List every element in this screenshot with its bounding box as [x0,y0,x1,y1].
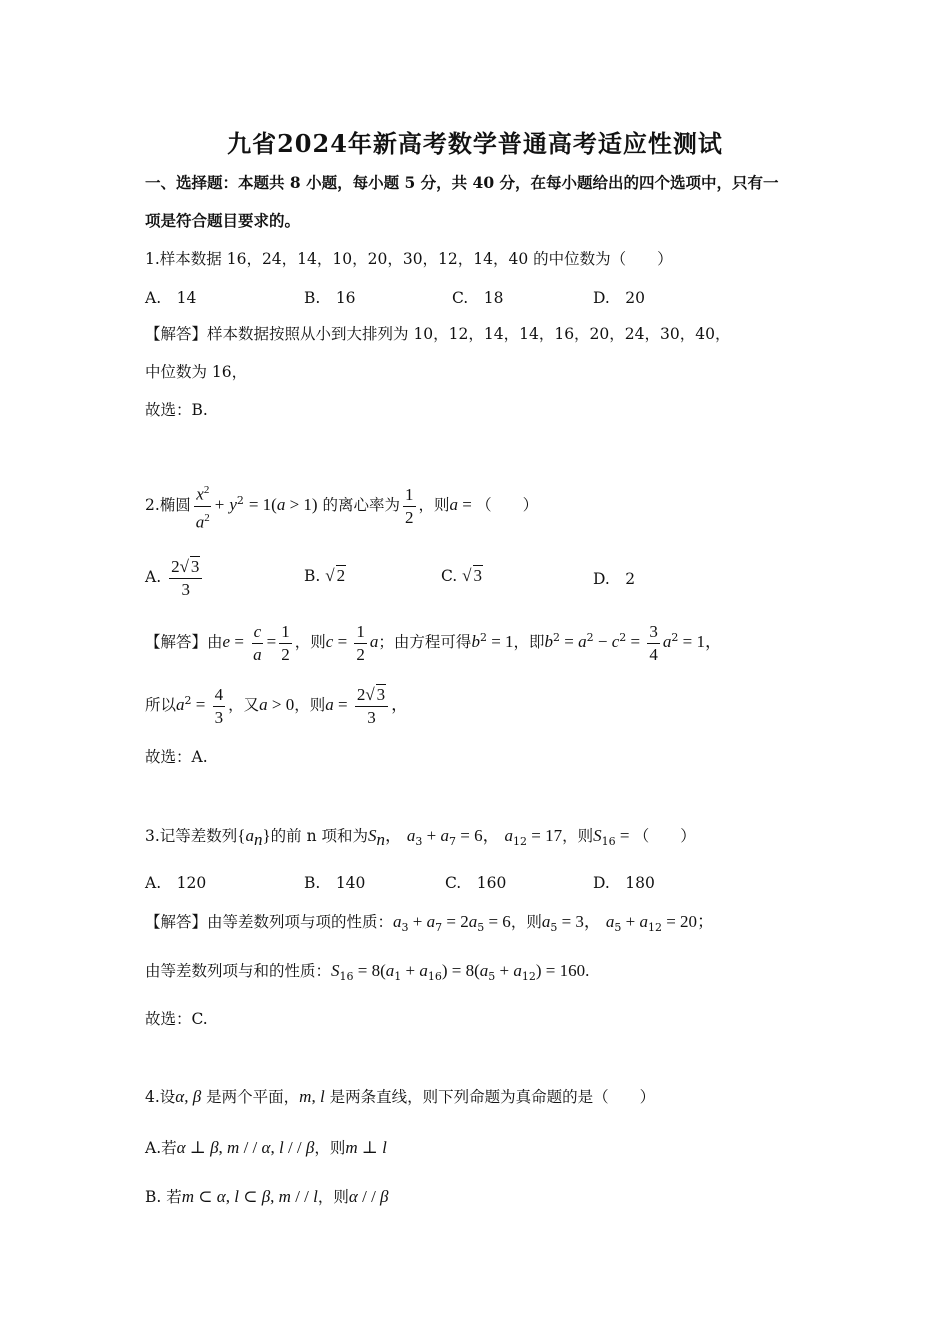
q1-option-d: D. 20 [593,289,646,307]
q2-option-c: C. √ 3 [441,566,483,585]
q2-choice: 故选：A. [145,748,208,766]
q4-option-b: B. 若m ⊂ α, l ⊂ β, m / / l，则α / / β [145,1187,389,1206]
page-title: 九省2024年新高考数学普通高考适应性测试 [227,129,723,158]
q1-option-c: C. 18 [452,289,504,307]
q2-option-d: D. 2 [593,570,636,588]
q1-option-a: A. 14 [145,289,197,307]
q4-stem: 4.设α, β 是两个平面，m, l 是两条直线，则下列命题为真命题的是（ ） [145,1087,656,1106]
q1-answer-text: 样本数据按照从小到大排列为 10，12，14，14，16，20，24，30，40， [207,325,731,343]
q1-choice: 故选：B. [145,401,208,419]
q2-stem: 2.椭圆 $\frac{x^2}{a^2}$ + $y^2 = 1(a > 1)$ 的离心率为 $\frac{1}{2}$ ，则a = （ ） [145,478,538,532]
answer-label: 【解答】 [145,325,208,343]
section-heading-line1: 一、选择题：本题共 8 小题，每小题 5 分，共 40 分，在每小题给出的四个选项中，只有一 [145,173,779,192]
q2-answer-line1: 【解答】由e = $\frac{c}{a}$ = $\frac{1}{2}$ ，则c = $\frac{1}{2}$ a；由方程可得$b^2 = 1$，即$b^2 = a^2 - c^2$ = $\frac{3}{4}$ $a^2 = 1$， [145,621,722,664]
answer-label: 【解答】 [145,633,208,652]
frac-x2-a2: $\frac{x^2}{a^2}$ [194,480,212,532]
q4-option-a: A.若α ⊥ β, m / / α, l / / β，则m ⊥ l [145,1138,387,1157]
q3-option-b: B. 140 [304,874,366,892]
q3-stem: 3.记等差数列$\{a_n\}$的前 n 项和为$S_n$， $a_3 + a_7 = 6$， $a_{12} = 17$，则$S_{16}$ = （ ） [145,826,696,850]
q3-answer-line2: 由等差数列项与和的性质：$S_{16} = 8(a_1 + a_{16}) = 8(a_5 + a_{12}) = 160$. [145,961,590,984]
section-heading-line2: 项是符合题目要求的。 [145,211,301,230]
q2-option-a: A. $\frac{2√ 3}{3}$ [145,555,205,600]
answer-label: 【解答】 [145,913,208,931]
q3-option-d: D. 180 [593,874,655,892]
q1-stem: 1.样本数据 16，24，14，10，20，30，12，14，40 的中位数为（ ） [145,250,673,268]
q3-option-c: C. 160 [445,874,507,892]
q1-answer-line1 [145,323,730,345]
q3-option-a: A. 120 [145,874,207,892]
q2-option-b: B. √ 2 [304,566,346,585]
q1-option-b: B. 16 [304,289,356,307]
frac-one-half: $\frac{1}{2}$ [405,484,414,527]
frac-2sqrt3-3: $\frac{2√ 3}{3}$ [169,556,202,600]
q1-answer-line2: 中位数为 16， [145,363,248,381]
q3-choice: 故选：C. [145,1010,208,1028]
q2-answer-line2: 所以$a^2$ = $\frac{4}{3}$ ，又a > 0，则a = $\frac{2√ 3}{3}$ ， [145,684,409,728]
q3-answer-line1: 【解答】由等差数列项与项的性质：$a_3 + a_7 = 2a_5 = 6$，则$a_5 = 3$， $a_5 + a_{12} = 20$； [145,912,715,935]
